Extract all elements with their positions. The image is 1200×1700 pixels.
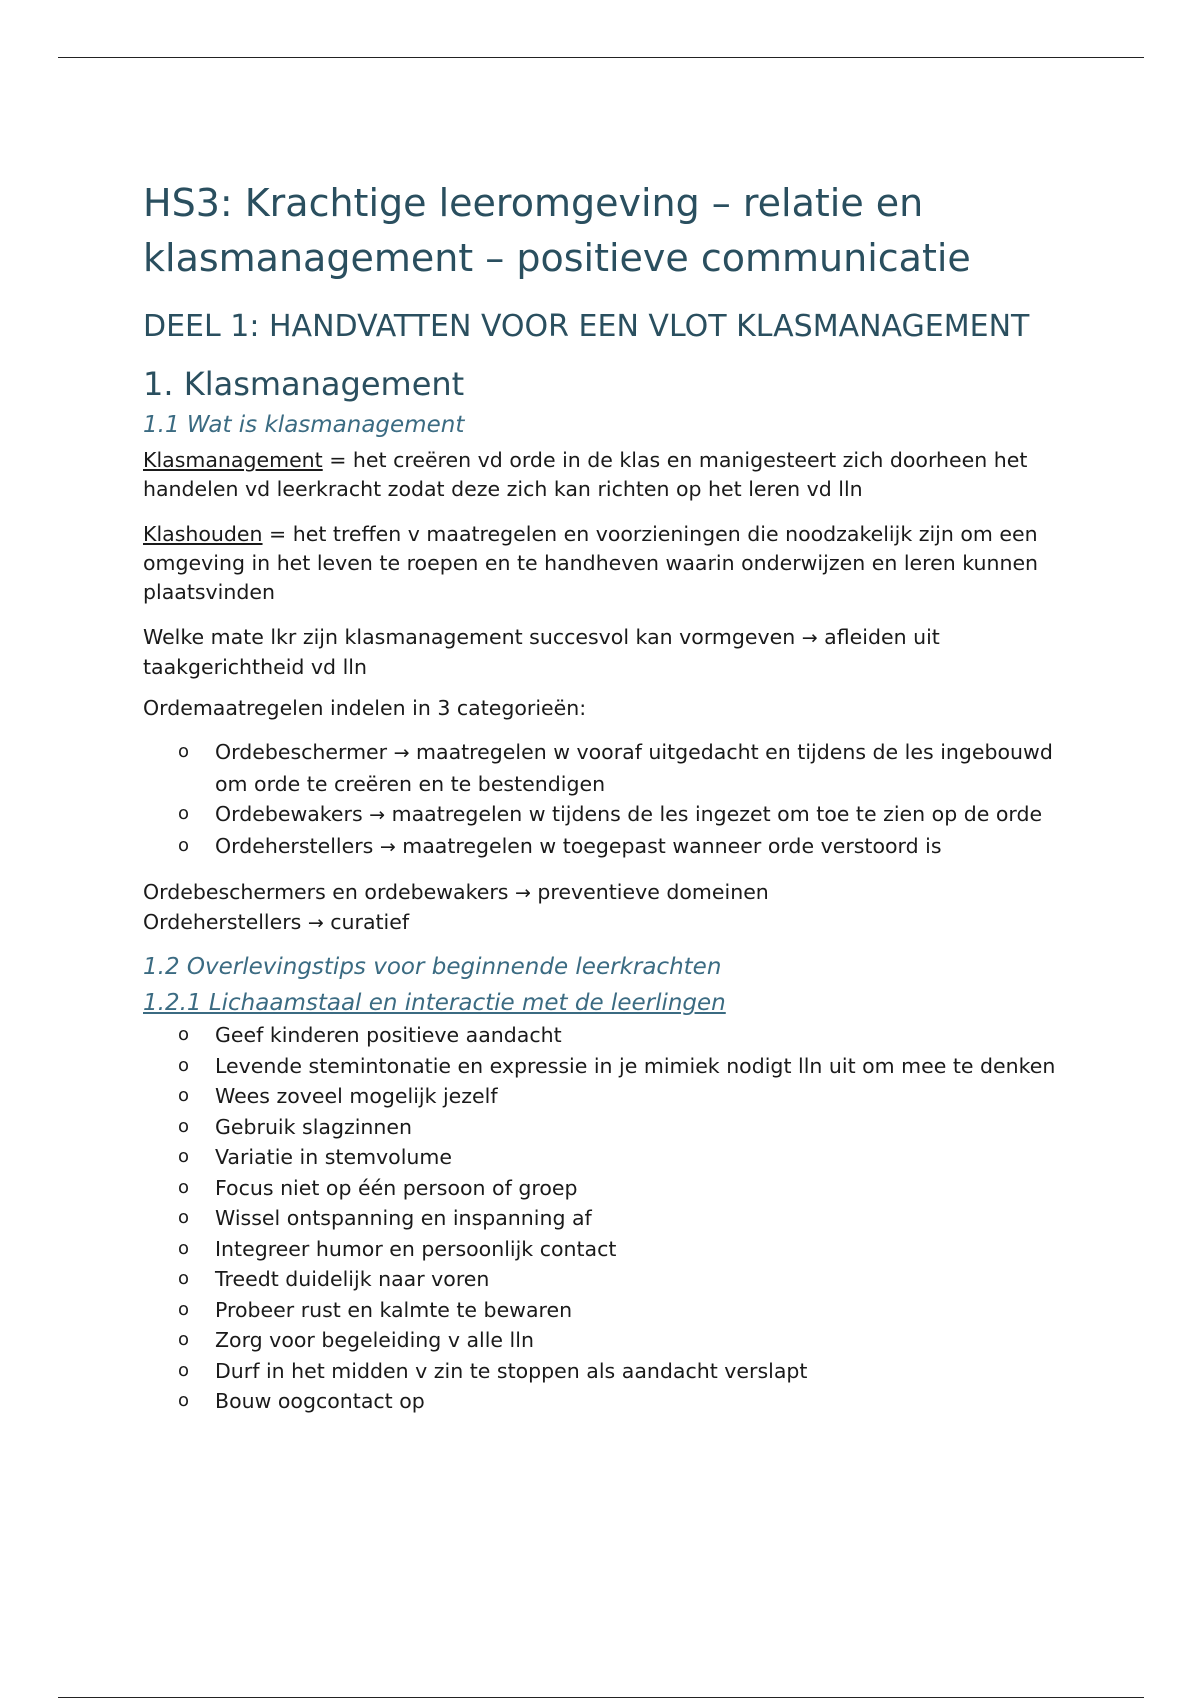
- list-item: [178, 1356, 1073, 1387]
- item-text: Integreer humor en persoonlijk contact: [215, 1236, 617, 1261]
- bullet-icon: o: [178, 803, 190, 824]
- categories-intro: Ordemaatregelen indelen in 3 categorieën:: [143, 696, 587, 720]
- definition-term: Klashouden: [143, 522, 263, 546]
- bullet-icon: o: [178, 1085, 190, 1106]
- item-text: maatregelen w toegepast wanneer orde verstoord is: [395, 833, 942, 858]
- bullet-icon: o: [178, 1329, 190, 1350]
- subsection-heading-overlevingstips: 1.2 Overlevingstips voor beginnende leerkrachten: [143, 954, 722, 980]
- document-body: [143, 176, 1073, 1417]
- text-run: afleiden uit taakgerichtheid vd lln: [143, 625, 940, 679]
- item-text: Wees zoveel mogelijk jezelf: [215, 1084, 498, 1108]
- definition-klashouden: [143, 520, 1073, 607]
- list-item: [178, 1325, 1073, 1356]
- bullet-icon: o: [178, 1268, 190, 1289]
- subsection-heading-wat-is: 1.1 Wat is klasmanagement: [143, 412, 465, 438]
- summary-line-2: [143, 910, 409, 934]
- bullet-icon: o: [178, 1054, 190, 1076]
- item-label: Ordebeschermer: [215, 740, 394, 764]
- summary-line-1: [143, 880, 769, 904]
- list-item: [178, 1295, 1073, 1326]
- bullet-icon: o: [178, 1024, 190, 1045]
- list-item: [178, 1234, 1073, 1265]
- subsubsection-heading-lichaamstaal: 1.2.1 Lichaamstaal en interactie met de leerlingen: [143, 990, 726, 1016]
- definition-klasmanagement: [143, 446, 1073, 504]
- item-text: Geef kinderen positieve aandacht: [215, 1023, 562, 1047]
- summary-block: [143, 878, 1073, 938]
- text-run: Ordeherstellers: [143, 910, 308, 934]
- bullet-icon: o: [178, 1390, 190, 1411]
- tips-list: [143, 1020, 1073, 1417]
- item-text: Zorg voor begeleiding v alle lln: [215, 1328, 534, 1352]
- bullet-icon: o: [178, 1146, 190, 1167]
- item-text: maatregelen w vooraf uitgedacht en tijdens de les ingebouwd om orde te creëren en te bestendigen: [215, 740, 1053, 796]
- item-text: Focus niet op één persoon of groep: [215, 1175, 578, 1200]
- item-text: Levende stemintonatie en expressie in je mimiek nodigt lln uit om mee te denken: [215, 1053, 1056, 1078]
- list-item: [178, 799, 1073, 831]
- list-item: [178, 831, 1073, 863]
- document-title: HS3: Krachtige leeromgeving – relatie en klasmanagement – positieve communicatie: [143, 181, 971, 280]
- list-item: [178, 1142, 1073, 1173]
- list-item: [178, 1264, 1073, 1295]
- arrow-icon: →: [801, 627, 818, 649]
- bullet-icon: o: [178, 1207, 190, 1228]
- paragraph-mate: [143, 623, 1073, 682]
- item-label: Ordeherstellers: [215, 833, 380, 858]
- arrow-icon: →: [369, 804, 386, 826]
- list-item: [178, 737, 1073, 799]
- footer-rule: [58, 1697, 1144, 1698]
- item-text: Probeer rust en kalmte te bewaren: [215, 1297, 573, 1322]
- bullet-icon: o: [178, 1237, 190, 1259]
- item-label: Ordebewakers: [215, 802, 370, 826]
- definition-text: = het creëren vd orde in de klas en manigesteert zich doorheen het handelen vd leerkracht zodat deze zich kan richten op het leren vd lln: [143, 448, 1028, 501]
- list-item: [178, 1081, 1073, 1112]
- list-item: [178, 1173, 1073, 1204]
- bullet-icon: o: [178, 1115, 190, 1137]
- bullet-icon: o: [178, 1359, 190, 1381]
- text-run: preventieve domeinen: [530, 880, 769, 904]
- item-text: Treedt duidelijk naar voren: [215, 1267, 490, 1291]
- item-text: Bouw oogcontact op: [215, 1389, 425, 1413]
- text-run: Welke mate lkr zijn klasmanagement succesvol kan vormgeven: [143, 625, 802, 649]
- categories-list: [143, 737, 1073, 862]
- bullet-icon: o: [178, 1298, 190, 1320]
- list-item: [178, 1112, 1073, 1143]
- section-heading-klasmanagement: 1. Klasmanagement: [143, 365, 465, 403]
- item-text: Wissel ontspanning en inspanning af: [215, 1206, 592, 1230]
- text-run: Ordebeschermers en ordebewakers: [143, 880, 515, 904]
- bullet-icon: o: [178, 741, 190, 762]
- arrow-icon: →: [307, 912, 324, 934]
- arrow-icon: →: [514, 882, 531, 904]
- header-rule: [58, 57, 1144, 58]
- definition-term: Klasmanagement: [143, 448, 323, 472]
- arrow-icon: →: [379, 835, 396, 858]
- bullet-icon: o: [178, 1176, 190, 1198]
- list-item: [178, 1051, 1073, 1082]
- item-text: Gebruik slagzinnen: [215, 1114, 413, 1139]
- item-text: Durf in het midden v zin te stoppen als aandacht verslapt: [215, 1358, 808, 1383]
- item-text: Variatie in stemvolume: [215, 1145, 452, 1169]
- bullet-icon: o: [178, 834, 190, 856]
- list-item: [178, 1386, 1073, 1417]
- definition-text: = het treffen v maatregelen en voorzieningen die noodzakelijk zijn om een omgeving in het leven te roepen en te handheven waarin onderwijzen en leren kunnen plaatsvinden: [143, 522, 1039, 604]
- text-run: curatief: [323, 910, 410, 934]
- item-text: maatregelen w tijdens de les ingezet om toe te zien op de orde: [385, 802, 1043, 826]
- part-heading: DEEL 1: HANDVATTEN VOOR EEN VLOT KLASMANAGEMENT: [143, 309, 1030, 344]
- arrow-icon: →: [393, 742, 410, 764]
- list-item: [178, 1020, 1073, 1051]
- list-item: [178, 1203, 1073, 1234]
